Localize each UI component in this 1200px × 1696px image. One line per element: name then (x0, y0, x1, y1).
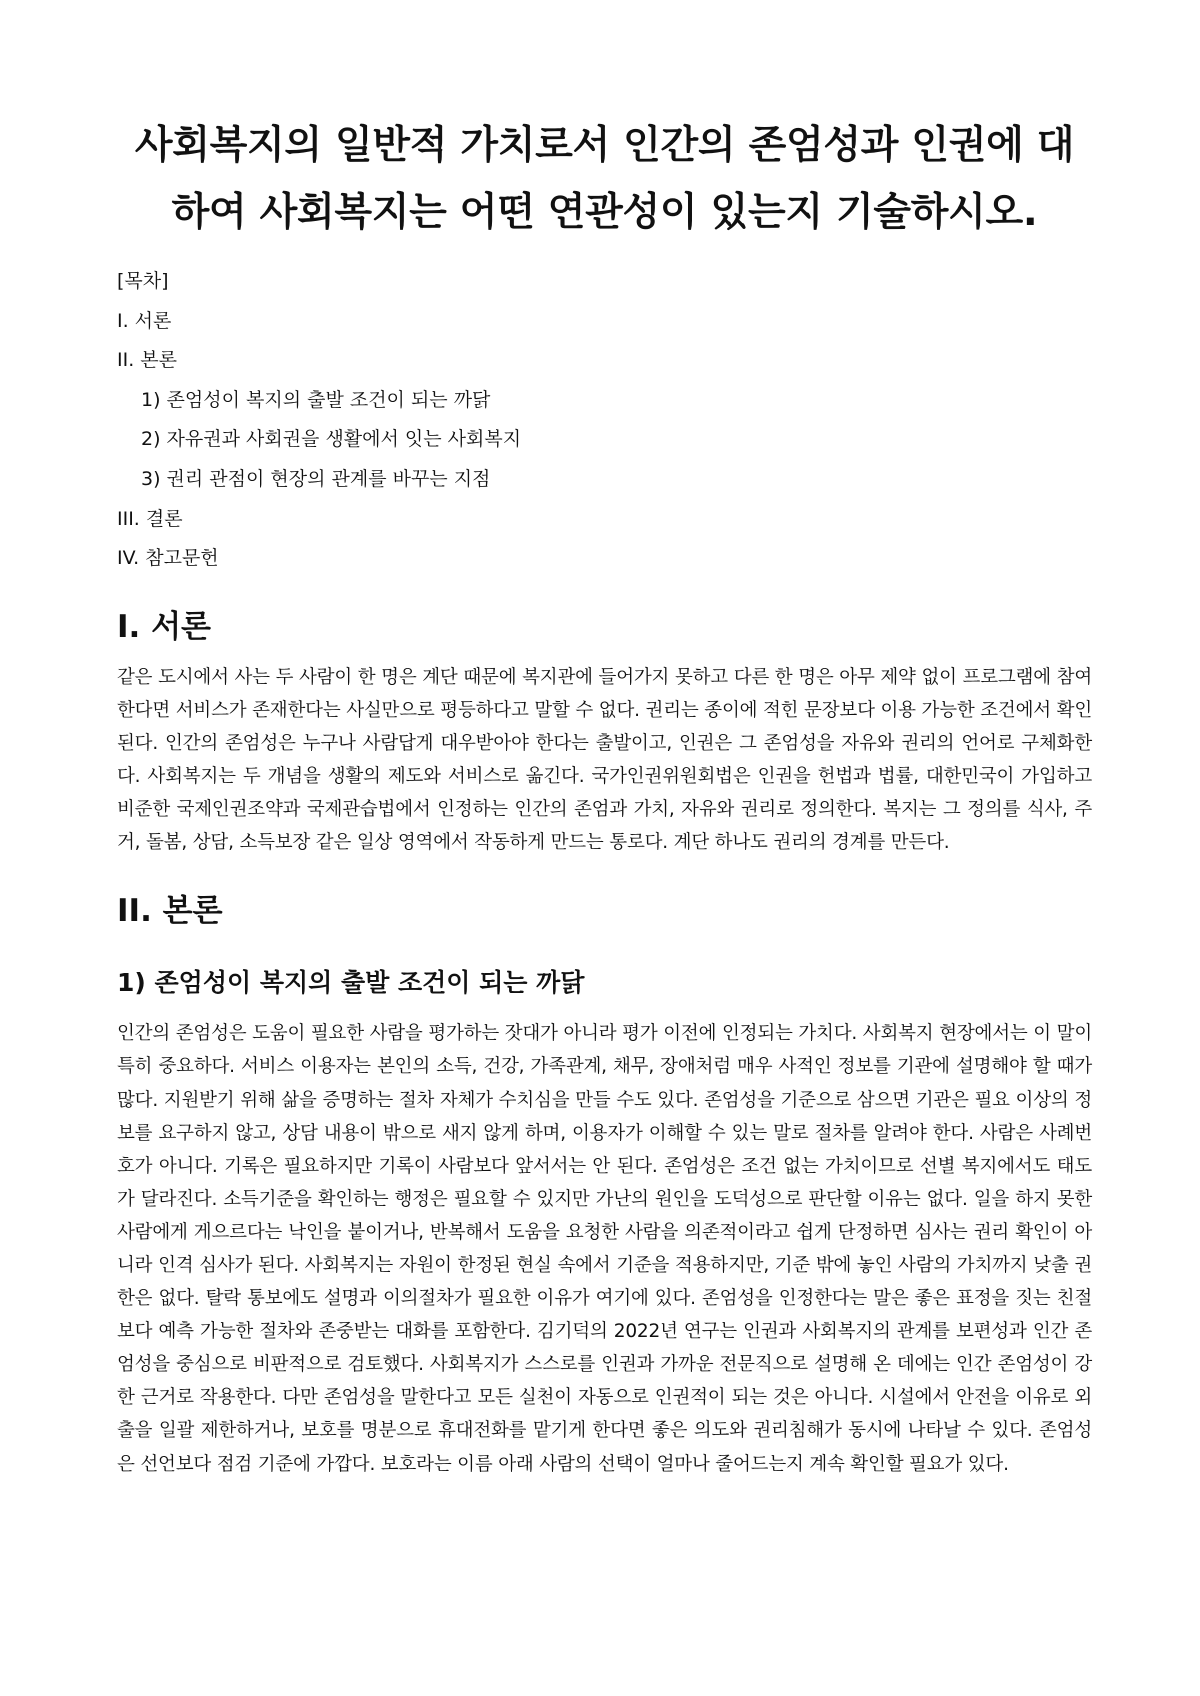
toc-item-body-3: 3) 권리 관점이 현장의 관계를 바꾸는 지점 (141, 467, 491, 490)
toc-item-conclusion: III. 결론 (117, 507, 183, 530)
toc-item-body-2: 2) 자유권과 사회권을 생활에서 잇는 사회복지 (141, 428, 522, 451)
intro-paragraph: 같은 도시에서 사는 두 사람이 한 명은 계단 때문에 복지관에 들어가지 못하고 다른 한 명은 아무 제약 없이 프로그램에 참여한다면 서비스가 존재한다는 사실만으로 평등하다고 말할 수 없다. 권리는 종이에 적힌 문장보다 이용 가능한 조건에서 확인된다. 인간의 존엄성은 누구나 사람답게 대우받아야 한다는 출발이고, 인권은 그 존엄성을 자유와 권리의 언어로 구체화한다. 사회복지는 두 개념을 생활의 제도와 서비스로 옮긴다. 국가인권위원회법은 인권을 헌법과 법률, 대한민국이 가입하고 비준한 국제인권조약과 국제관습법에서 인정하는 인간의 존엄과 가치, 자유와 권리로 정의한다. 복지는 그 정의를 식사, 주거, 돌봄, 상담, 소득보장 같은 일상 영역에서 작동하게 만드는 통로다. 계단 하나도 권리의 경계를 만든다. (117, 666, 1092, 854)
toc-item-body-1: 1) 존엄성이 복지의 출발 조건이 되는 까닭 (141, 388, 491, 411)
subsection-heading-dignity: 1) 존엄성이 복지의 출발 조건이 되는 까닭 (117, 968, 585, 998)
toc-item-intro: I. 서론 (117, 309, 172, 332)
dignity-paragraph: 인간의 존엄성은 도움이 필요한 사람을 평가하는 잣대가 아니라 평가 이전에 인정되는 가치다. 사회복지 현장에서는 이 말이 특히 중요하다. 서비스 이용자는 본인의 소득, 건강, 가족관계, 채무, 장애처럼 매우 사적인 정보를 기관에 설명해야 할 때가 많다. 지원받기 위해 삶을 증명하는 절차 자체가 수치심을 만들 수도 있다. 존엄성을 기준으로 삼으면 기관은 필요 이상의 정보를 요구하지 않고, 상담 내용이 밖으로 새지 않게 하며, 이용자가 이해할 수 있는 말로 절차를 알려야 한다. 사람은 사례번호가 아니다. 기록은 필요하지만 기록이 사람보다 앞서서는 안 된다. 존엄성은 조건 없는 가치이므로 선별 복지에서도 태도가 달라진다. 소득기준을 확인하는 행정은 필요할 수 있지만 가난의 원인을 도덕성으로 판단할 이유는 없다. 일을 하지 못한 사람에게 게으르다는 낙인을 붙이거나, 반복해서 도움을 요청한 사람을 의존적이라고 쉽게 단정하면 심사는 권리 확인이 아니라 인격 심사가 된다. 사회복지는 자원이 한정된 현실 속에서 기준을 적용하지만, 기준 밖에 놓인 사람의 가치까지 낮출 권한은 없다. 탈락 통보에도 설명과 이의절차가 필요한 이유가 여기에 있다. 존엄성을 인정한다는 말은 좋은 표정을 짓는 친절보다 예측 가능한 절차와 존중받는 대화를 포함한다. 김기덕의 2022년 연구는 인권과 사회복지의 관계를 보편성과 인간 존엄성을 중심으로 비판적으로 검토했다. 사회복지가 스스로를 인권과 가까운 전문직으로 설명해 온 데에는 인간 존엄성이 강한 근거로 작용한다. 다만 존엄성을 말한다고 모든 실천이 자동으로 인권적이 되는 것은 아니다. 시설에서 안전을 이유로 외출을 일괄 제한하거나, 보호를 명분으로 휴대전화를 맡기게 한다면 좋은 의도와 권리침해가 동시에 나타날 수 있다. 존엄성은 선언보다 점검 기준에 가깝다. 보호라는 이름 아래 사람의 선택이 얼마나 줄어드는지 계속 확인할 필요가 있다. (117, 1023, 1092, 1475)
toc-item-body: II. 본론 (117, 349, 177, 372)
toc-label: [목차] (117, 270, 169, 292)
document-title: 사회복지의 일반적 가치로서 인간의 존엄성과 인권에 대하여 사회복지는 어떤 연관성이 있는지 기술하시오. (134, 123, 1075, 235)
table-of-contents (117, 262, 1092, 579)
document-page (117, 0, 1092, 1481)
section-heading-body: II. 본론 (117, 893, 223, 930)
toc-item-references: IV. 참고문헌 (117, 547, 219, 570)
section-heading-intro: I. 서론 (117, 608, 211, 645)
